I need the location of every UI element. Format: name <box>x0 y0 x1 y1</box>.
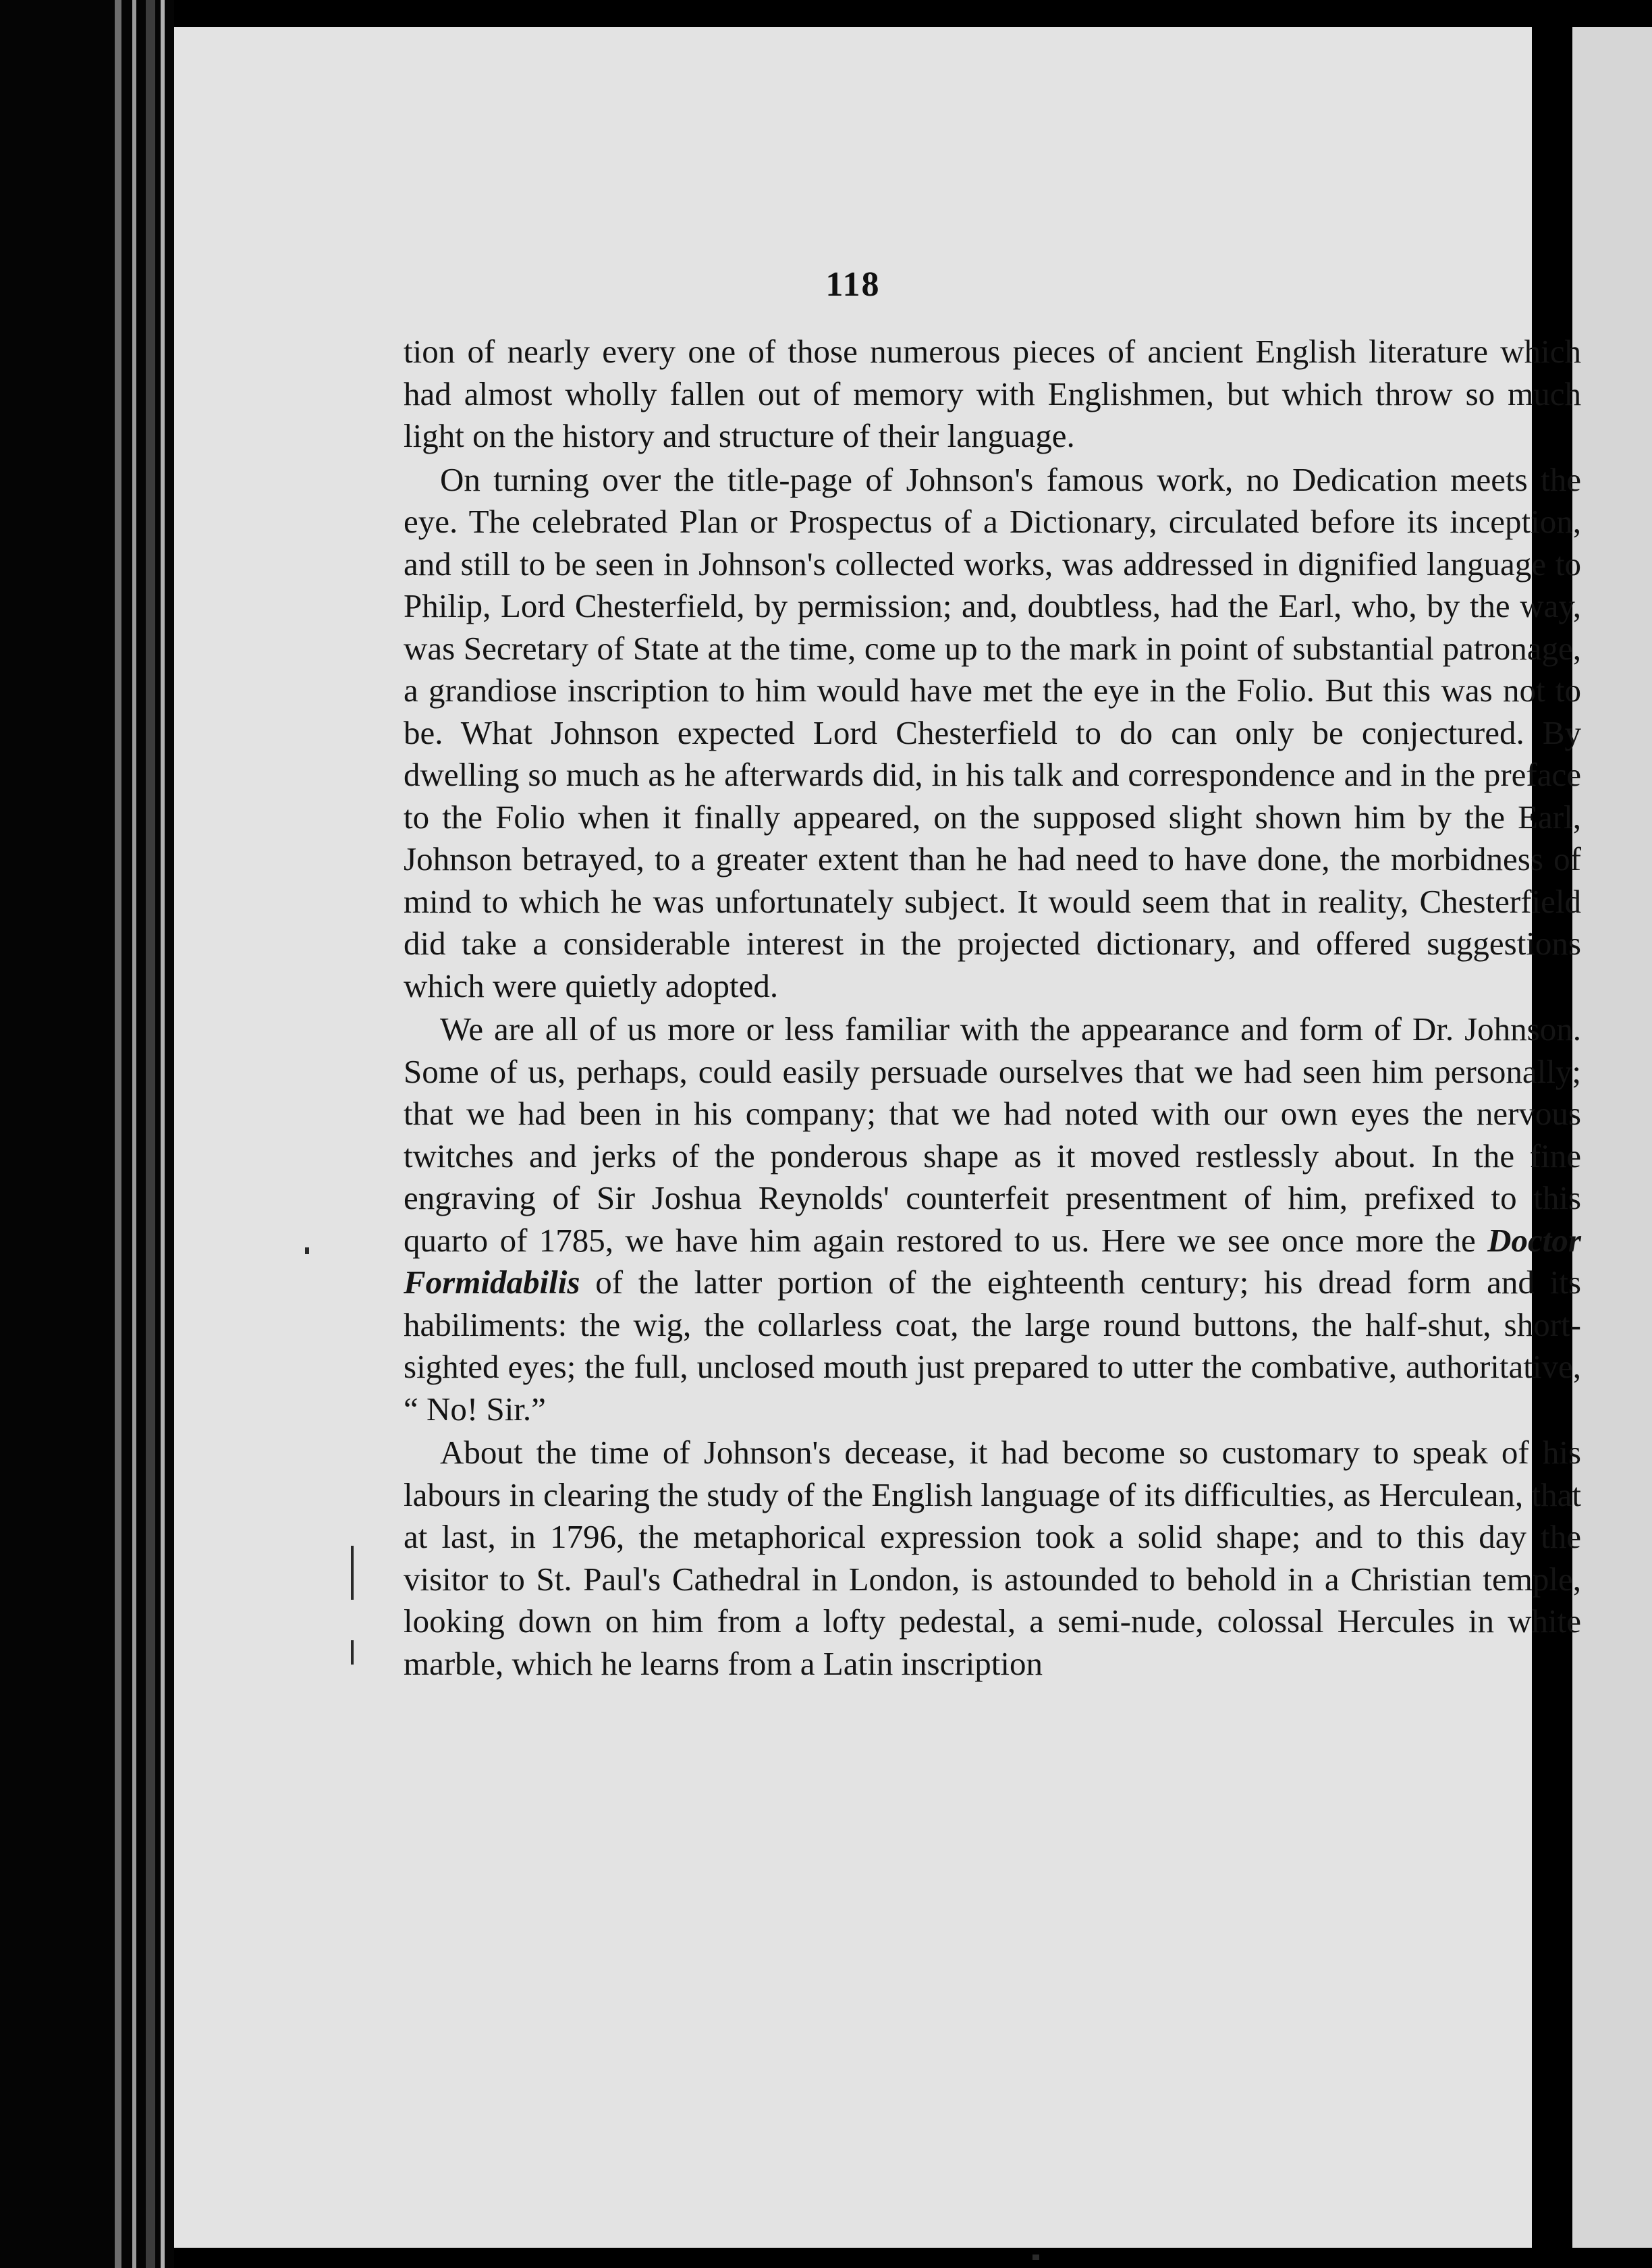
scan-speck <box>1032 2254 1039 2260</box>
paragraph <box>404 1008 1581 1430</box>
book-page <box>174 27 1581 2248</box>
paragraph-text: of the latter portion of the eighteenth century; his dread form and its habiliments: the wig, the collarless coat, the large round buttons, the half-shut, short-sighted eyes; the full, unclosed mouth just prepared to utter the combative, authoritative, “ No! Sir.” <box>404 1264 1581 1428</box>
binding-line <box>146 0 155 2268</box>
paragraph-text: We are all of us more or less familiar with the appearance and form of Dr. Johnson. Some of us, perhaps, could easily persuade ourselves that we had seen him personally; that we had been in his company; that we had noted with our own eyes the nervous twitches and jerks of the ponderous shape as it moved restlessly about. In the fine engraving of Sir Joshua Reynolds' counterfeit presentment of him, prefixed to this quarto of 1785, we have him again restored to us. Here we see once more the <box>404 1010 1581 1259</box>
page-number: 118 <box>825 265 881 304</box>
binding-line <box>161 0 165 2268</box>
scan-speck <box>351 1640 354 1665</box>
paragraph: About the time of Johnson's decease, it had become so customary to speak of his labours in clearing the study of the English language of its difficulties, as Herculean, that at last, in 1796, the metaphorical expression took a solid shape; and to this day the visitor to St. Paul's Cathedral in London, is astounded to behold in a Christian temple, looking down on him from a lofty pedestal, a semi-nude, colossal Hercules in white marble, which he learns from a Latin inscription <box>404 1434 1581 1682</box>
scan-speck <box>351 1546 354 1600</box>
body-text <box>404 331 1581 1685</box>
scan-speck <box>305 1247 309 1254</box>
paragraph: tion of nearly every one of those numerous pieces of ancient English literature which had almost wholly fallen out of memory with Englishmen, but which throw so much light on the history and structure of their language. <box>404 333 1581 454</box>
italic-phrase: Doctor Formidabilis <box>404 1221 1581 1301</box>
paragraph: On turning over the title-page of Johnson's famous work, no Dedication meets the eye. The celebrated Plan or Prospectus of a Dictionary, circulated before its inception, and still to be seen in Johnson's collected works, was addressed in dignified language to Philip, Lord Chesterfield, by permission; and, doubtless, had the Earl, who, by the way, was Secretary of State at the time, come up to the mark in point of substantial patronage, a grandiose inscription to him would have met the eye in the Folio. But this was not to be. What Johnson expected Lord Chesterfield to do can only be conjectured. By dwelling so much as he afterwards did, in his talk and correspondence and in the preface to the Folio when it finally appeared, on the supposed slight shown him by the Earl, Johnson betrayed, to a greater extent than he had need to have done, the morbidness of mind to which he was unfortunately subject. It would seem that in reality, Chesterfield did take a considerable interest in the projected dictionary, and offered suggestions which were quietly adopted. <box>404 460 1581 1004</box>
facing-page-edge <box>1572 27 1652 2248</box>
binding-line <box>115 0 121 2268</box>
binding-line <box>132 0 136 2268</box>
